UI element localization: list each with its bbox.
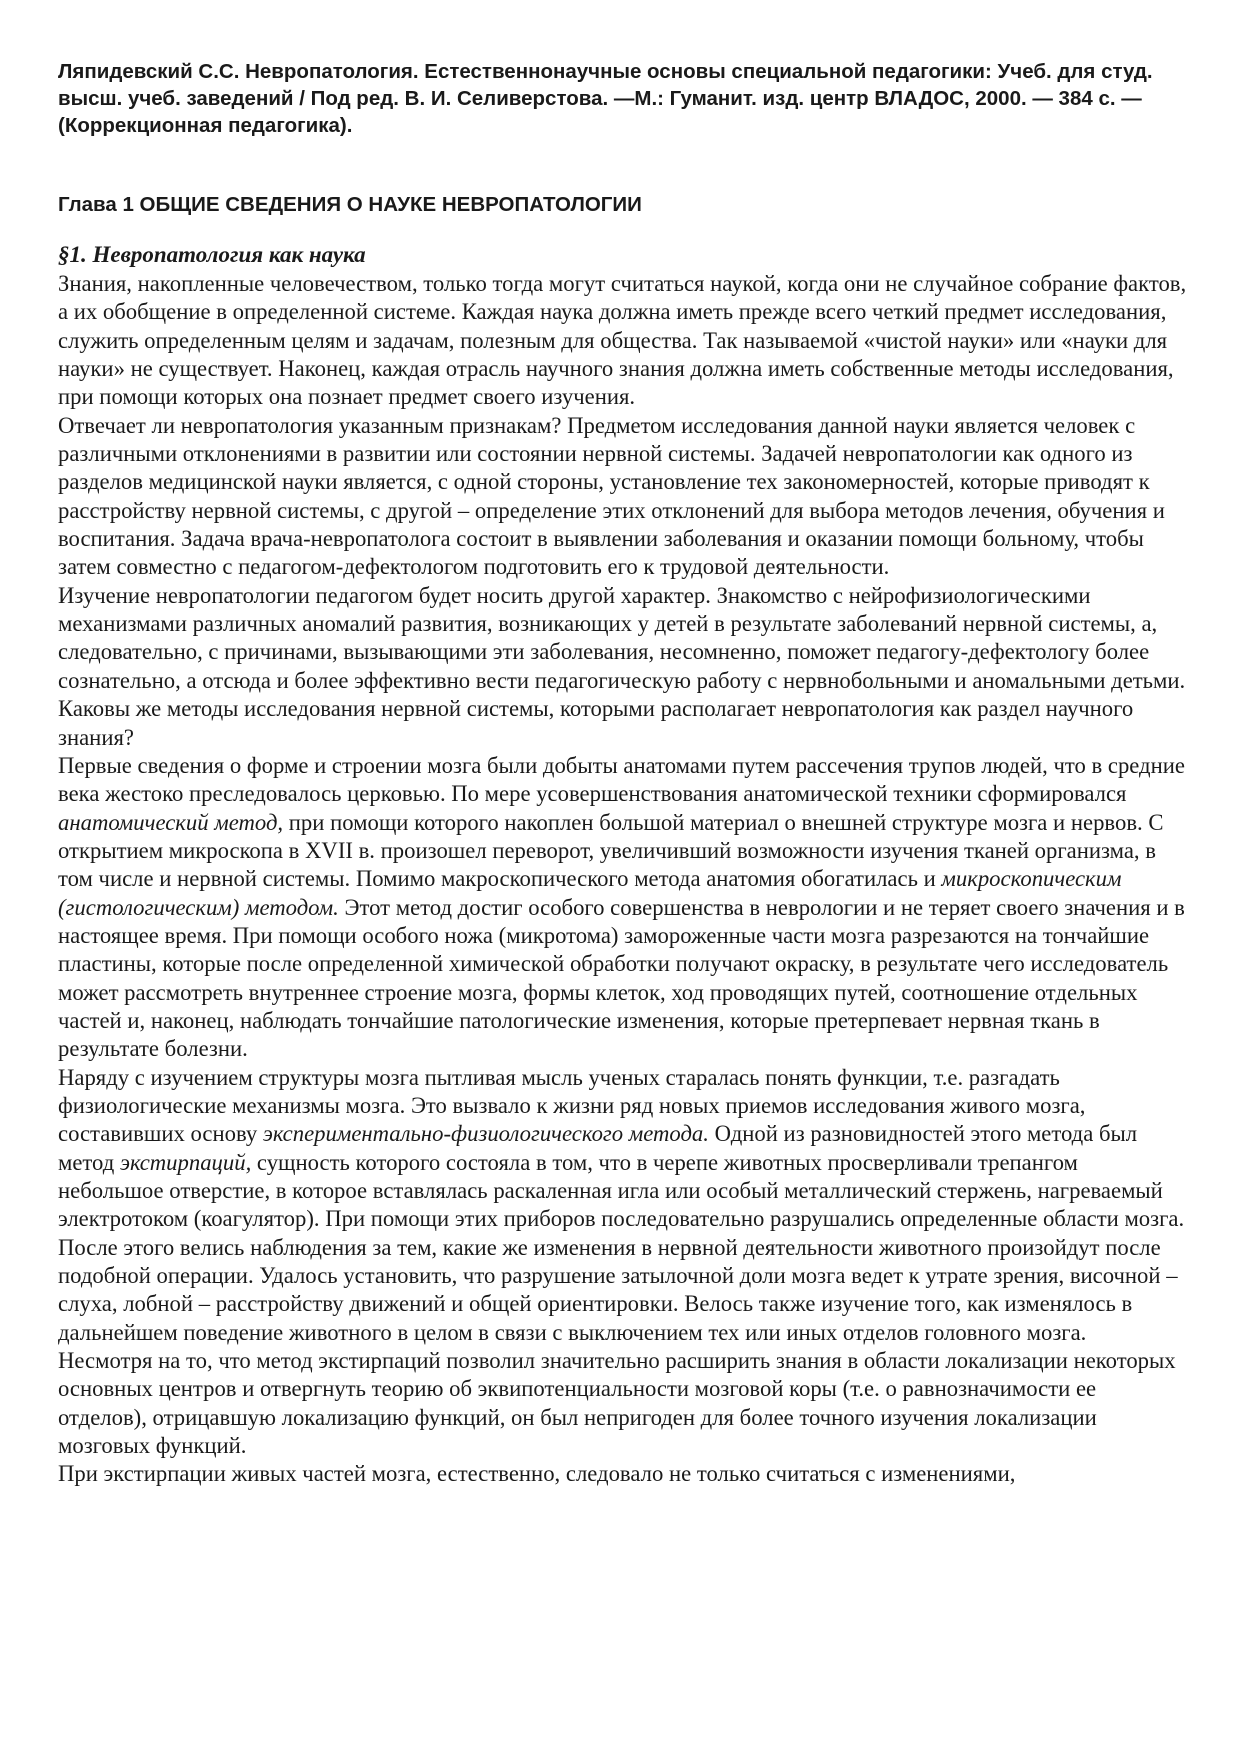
- anatomical-method-term: анатомический метод,: [58, 809, 284, 835]
- extirpation-term: экстирпаций,: [119, 1149, 252, 1175]
- paragraph-5-text-1: Первые сведения о форме и строении мозга были добыты анатомами путем рассечения трупов людей, что в средние века жестоко преследовалось церковью. По мере усовершенствования анатомической техники сформировался: [58, 752, 1185, 807]
- paragraph-8: При экстирпации живых частей мозга, естественно, следовало не только считаться с изменениями,: [58, 1461, 1016, 1487]
- bibliographic-citation: Ляпидевский С.С. Невропатология. Естественнонаучные основы специальной педагогики: Учеб. для студ. высш. учеб. заведений / Под ред. В. И. Селиверстова. —М.: Гуманит. изд. центр ВЛАДОС, 2000. — 384 с. — (Коррекционная педагогика).: [58, 60, 1153, 137]
- experimental-method-term: экспериментально-физиологического метода.: [262, 1121, 709, 1147]
- body-text: [58, 270, 1188, 1489]
- paragraph-6: [58, 1064, 1188, 1347]
- document-page: [58, 58, 1188, 1489]
- section-title: §1. Невропатология как наука: [58, 242, 366, 267]
- paragraph-2: Отвечает ли невропатология указанным признакам? Предметом исследования данной науки является человек с различными отклонениями в развитии или состоянии нервной системы. Задачей невропатологии как одного из разделов медицинской науки является, с одной стороны, установление тех закономерностей, которые приводят к расстройству нервной системы, с другой – определение этих отклонений для выбора методов лечения, обучения и воспитания. Задача врача-невропатолога состоит в выявлении заболевания и оказании помощи больному, чтобы затем совместно с педагогом-дефектологом подготовить его к трудовой деятельности.: [58, 412, 1165, 580]
- paragraph-6-text-2: Одной из разновидностей этого метода был метод: [58, 1121, 1138, 1175]
- paragraph-1: Знания, накопленные человечеством, только тогда могут считаться наукой, когда они не случайное собрание фактов, а их обобщение в определенной системе. Каждая наука должна иметь прежде всего четкий предмет исследования, служить определенным целям и задачам, полезным для общества. Так называемой «чистой науки» или «науки для науки» не существует. Наконец, каждая отрасль научного знания должна иметь собственные методы исследования, при помощи которых она познает предмет своего изучения.: [58, 271, 1187, 410]
- paragraph-6-text-1: Наряду с изучением структуры мозга пытливая мысль ученых старалась понять функции, т.е. разгадать физиологические механизмы мозга. Это вызвало к жизни ряд новых приемов исследования живого мозга, составивших основу: [58, 1064, 1086, 1147]
- paragraph-6-text-3: сущность которого состояла в том, что в черепе животных просверливали трепангом небольшое отверстие, в которое вставлялась раскаленная игла или особый металлический стержень, нагреваемый электротоком (коагулятор). При помощи этих приборов последовательно разрушались определенные области мозга. После этого велись наблюдения за тем, какие же изменения в нервной деятельности животного произойдут после подобной операции. Удалось установить, что разрушение затылочной доли мозга ведет к утрате зрения, височной – слуха, лобной – расстройству движений и общей ориентировки. Велось также изучение того, как изменялось в дальнейшем поведение животного в целом в связи с выключением тех или иных отделов головного мозга.: [58, 1149, 1185, 1345]
- paragraph-5-text-3: Этот метод достиг особого совершенства в неврологии и не теряет своего значения и в настоящее время. При помощи особого ножа (микротома) замороженные части мозга разрезаются на тончайшие пластины, которые после определенной химической обработки получают окраску, в результате чего исследователь может рассмотреть внутреннее строение мозга, формы клеток, ход проводящих путей, соотношение отдельных частей и, наконец, наблюдать тончайшие патологические изменения, которые претерпевает нервная ткань в результате болезни.: [58, 894, 1185, 1062]
- chapter-title: Глава 1 ОБЩИЕ СВЕДЕНИЯ О НАУКЕ НЕВРОПАТОЛОГИИ: [58, 193, 642, 216]
- paragraph-5: [58, 752, 1188, 1064]
- paragraph-5-text-2: при помощи которого накоплен большой материал о внешней структуре мозга и нервов. С открытием микроскопа в XVII в. произошел переворот, увеличивший возможности изучения тканей организма, в том числе и нервной системы. Помимо макроскопического метода анатомия обогатилась и: [58, 809, 1164, 892]
- paragraph-7: Несмотря на то, что метод экстирпаций позволил значительно расширить знания в области локализации некоторых основных центров и отвергнуть теорию об эквипотенциальности мозговой коры (т.е. о равнозначимости ее отделов), отрицавшую локализацию функций, он был непригоден для более точного изучения локализации мозговых функций.: [58, 1348, 1176, 1459]
- microscopic-method-term: микроскопическим (гистологическим) методом.: [58, 866, 1122, 920]
- paragraph-3: Изучение невропатологии педагогом будет носить другой характер. Знакомство с нейрофизиологическими механизмами различных аномалий развития, возникающих у детей в результате заболеваний нервной системы, а, следовательно, с причинами, вызывающими эти заболевания, несомненно, поможет педагогу-дефектологу более сознательно, а отсюда и более эффективно вести педагогическую работу с нервнобольными и аномальными детьми.: [58, 582, 1186, 693]
- paragraph-4: Каковы же методы исследования нервной системы, которыми располагает невропатология как раздел научного знания?: [58, 696, 1134, 750]
